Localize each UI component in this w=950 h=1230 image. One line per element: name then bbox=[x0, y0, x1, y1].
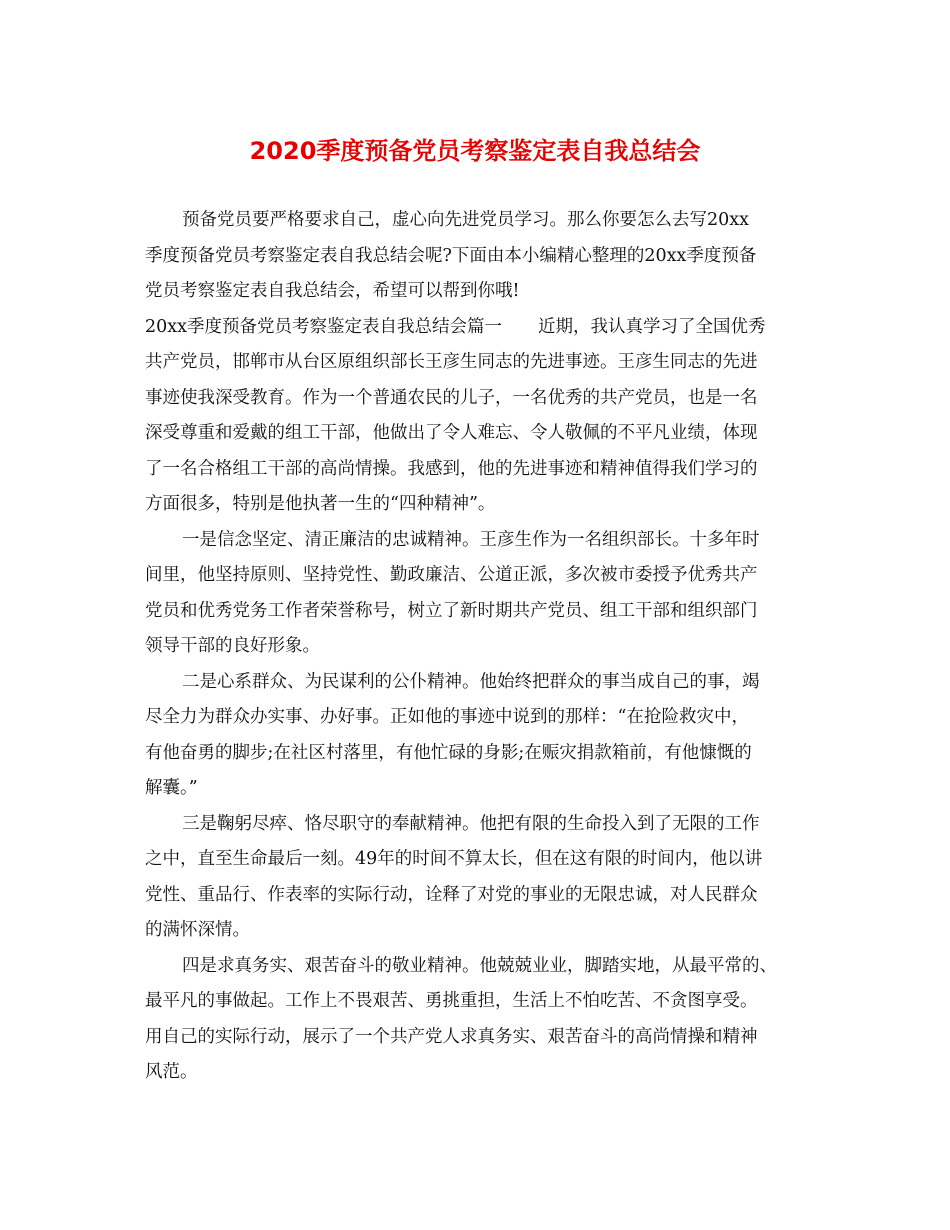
text-line-content: 风范。 bbox=[145, 1062, 198, 1082]
text-line bbox=[145, 807, 835, 843]
text-line-content: 党性、重品行、作表率的实际行动，诠释了对党的事业的无限忠诚，对人民群众 bbox=[145, 884, 758, 905]
text-line-content: 预备党员要严格要求自己，虚心向先进党员学习。那么你要怎么去写20xx bbox=[182, 210, 750, 230]
text-line bbox=[145, 665, 835, 701]
text-line-content: 一是信念坚定、清正廉洁的忠诚精神。王彦生作为一名组织部长。十多年时 bbox=[182, 529, 760, 550]
text-line-content: 间里，他坚持原则、坚持党性、勤政廉洁、公道正派，多次被市委授予优秀共产 bbox=[145, 565, 758, 585]
text-line bbox=[145, 345, 835, 381]
text-line-content: 的满怀深情。 bbox=[145, 920, 250, 940]
text-line-content: 方面很多，特别是他执著一生的“四种精神”。 bbox=[145, 494, 496, 514]
text-line-content: 20xx季度预备党员考察鉴定表自我总结会篇一 bbox=[145, 316, 503, 337]
document-body bbox=[145, 203, 835, 1091]
text-line bbox=[145, 771, 835, 807]
text-line-content: 解囊。” bbox=[145, 778, 198, 798]
text-line bbox=[145, 700, 835, 736]
text-line-content: 党员考察鉴定表自我总结会，希望可以帮到你哦! bbox=[145, 281, 520, 301]
text-line-content: 党员和优秀党务工作者荣誉称号，树立了新时期共产党员、组工干部和组织部门 bbox=[145, 600, 758, 621]
text-line-content: 四是求真务实、艰苦奋斗的敬业精神。他兢兢业业，脚踏实地，从最平常的、 bbox=[182, 955, 777, 976]
text-line bbox=[145, 1055, 835, 1091]
text-line-content: 深受尊重和爱戴的组工干部，他做出了令人难忘、令人敬佩的不平凡业绩，体现 bbox=[145, 423, 758, 443]
document-title: 2020季度预备党员考察鉴定表自我总结会 bbox=[249, 137, 701, 165]
text-line bbox=[145, 310, 835, 346]
text-line bbox=[145, 381, 835, 417]
text-line bbox=[145, 452, 835, 488]
text-line bbox=[145, 416, 835, 452]
text-line bbox=[145, 594, 835, 630]
text-line-content: 三是鞠躬尽瘁、恪尽职守的奉献精神。他把有限的生命投入到了无限的工作 bbox=[182, 813, 760, 834]
text-line-content: 有他奋勇的脚步;在社区村落里，有他忙碌的身影;在赈灾捐款箱前，有他慷慨的 bbox=[145, 742, 752, 763]
text-line bbox=[145, 558, 835, 594]
text-line-content: 之中，直至生命最后一刻。49年的时间不算太长，但在这有限的时间内，他以讲 bbox=[145, 849, 763, 869]
text-line-content: 了一名合格组工干部的高尚情操。我感到，他的先进事迹和精神值得我们学习的 bbox=[145, 458, 758, 479]
text-line bbox=[145, 487, 835, 523]
text-line-content: 最平凡的事做起。工作上不畏艰苦、勇挑重担，生活上不怕吃苦、不贪图享受。 bbox=[145, 991, 758, 1011]
text-line-content: 尽全力为群众办实事、办好事。正如他的事迹中说到的那样：“在抢险救灾中， bbox=[145, 707, 749, 727]
text-line-content: 季度预备党员考察鉴定表自我总结会呢?下面由本小编精心整理的20xx季度预备 bbox=[145, 245, 757, 266]
text-line bbox=[145, 842, 835, 878]
text-line bbox=[145, 949, 835, 985]
text-line bbox=[145, 1020, 835, 1056]
text-line-tail: 近期，我认真学习了全国优秀 bbox=[538, 316, 766, 337]
text-line-content: 用自己的实际行动，展示了一个共产党人求真务实、艰苦奋斗的高尚情操和精神 bbox=[145, 1026, 758, 1047]
text-line bbox=[145, 274, 835, 310]
text-line-content: 二是心系群众、为民谋利的公仆精神。他始终把群众的事当成自己的事，竭 bbox=[182, 671, 760, 692]
text-line-content: 事迹使我深受教育。作为一个普通农民的儿子，一名优秀的共产党员，也是一名 bbox=[145, 387, 758, 408]
text-line bbox=[145, 736, 835, 772]
text-line bbox=[145, 984, 835, 1020]
text-line-content: 共产党员，邯郸市从台区原组织部长王彦生同志的先进事迹。王彦生同志的先进 bbox=[145, 352, 758, 372]
text-line bbox=[145, 523, 835, 559]
text-line-content: 领导干部的良好形象。 bbox=[145, 636, 320, 656]
text-line bbox=[145, 629, 835, 665]
text-line bbox=[145, 878, 835, 914]
text-line bbox=[145, 203, 835, 239]
text-line bbox=[145, 913, 835, 949]
text-line bbox=[145, 239, 835, 275]
